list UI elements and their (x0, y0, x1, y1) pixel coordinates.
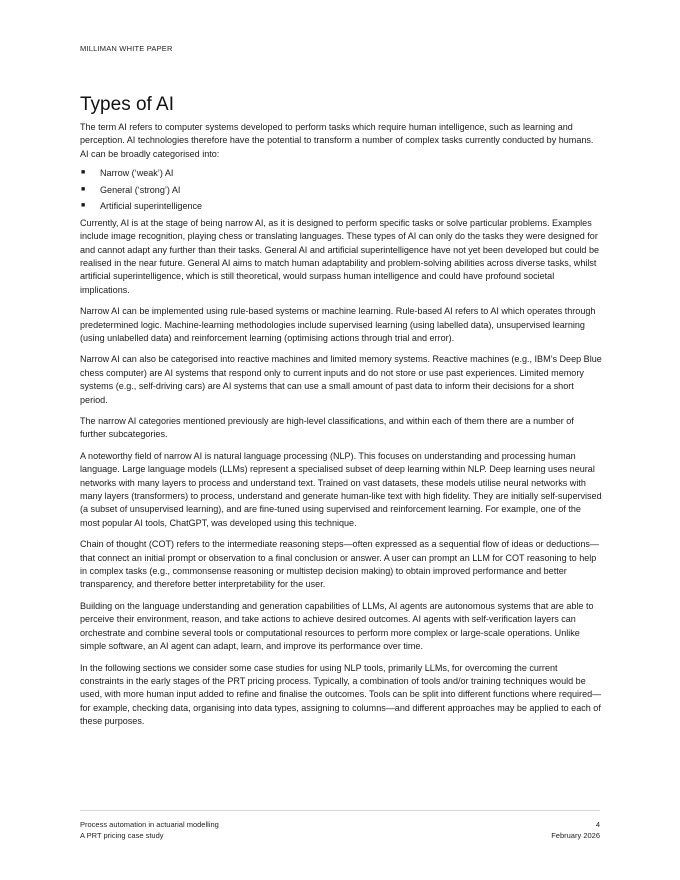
page-number: 4 (595, 820, 600, 829)
paragraph-ai-agents: Building on the language understanding and generation capabilities of LLMs, AI agents are autonomous systems that are able to perceive their environment, reason, and take actions to achieve desired outcomes. AI agents with self-verification layers can orchestrate and combine several tools or computational resources to perform more complex or large-scale operations. Unlike simple software, an AI agent can adapt, learn, and improve its performance over time. (80, 600, 594, 652)
bullet-icon: ■ (81, 185, 86, 193)
bullet-icon: ■ (81, 169, 86, 177)
running-header: MILLIMAN WHITE PAPER (80, 44, 173, 53)
paragraph-narrow-ai: Currently, AI is at the stage of being narrow AI, as it is designed to perform specific tasks or solve particular problems. Examples include image recognition, playing chess or translating languages. These types of AI can only do the tasks they were designed for and cannot adapt any further than their tasks. General AI and artificial superintelligence have not yet been developed but could be realised in the near future. General AI aims to match human adaptability and problem-solving abilities across diverse tasks, whilst artificial superintelligence, which is still theoretical, would surpass human intelligence and could have profound societal implications. (80, 217, 600, 295)
paragraph-nlp: A noteworthy field of narrow AI is natural language processing (NLP). This focuses on understanding and processing human language. Large language models (LLMs) represent a specialised subset of deep learning within NLP. Deep learning uses neural networks with many layers to process and understand text. Trained on vast datasets, these models utilise neural networks with many layers (transformers) to process, understand and generate human-like text with high fidelity. They are initially self-supervised (a subset of unsupervised learning), and are fine-tuned using supervised and reinforcement learning. For example, one of the most popular AI tools, ChatGPT, was developed using this technique. (80, 450, 602, 528)
paragraph-reactive-memory: Narrow AI can also be categorised into reactive machines and limited memory systems. Reactive machines (e.g., IBM’s Deep Blue chess computer) are AI systems that respond only to current inputs and do not store or use past experiences. Limited memory systems (e.g., self-driving cars) are AI systems that can use a small amount of past data to inform their decisions for a short period. (80, 354, 602, 405)
footer-document-subtitle: A PRT pricing case study (80, 830, 164, 840)
paragraph-chain-of-thought: Chain of thought (COT) refers to the intermediate reasoning steps—often expressed as a sequential flow of ideas or deductions—that connect an initial prompt or observation to a final conclusion or answer. A user can prompt an LLM for COT reasoning to help in complex tasks (e.g., commonsense reasoning or multistep decision making) to obtain improved performance and better transparency, and therefore better interpretability for the user. (80, 539, 599, 590)
paragraph-case-studies: In the following sections we consider some case studies for using NLP tools, primarily LLMs, for overcoming the current constraints in the early stages of the PRT pricing process. Typically, a combination of tools and/or training techniques would be used, with more human input added to refine and finalise the outcomes. Tools can be split into different functions where required—for example, checking data, organising into data types, assigning to columns—and different approaches may be applied to each of these purposes. (80, 662, 602, 727)
footer-divider (80, 810, 600, 811)
list-item-label: Artificial superintelligence (100, 201, 203, 212)
paragraph-implementation: Narrow AI can be implemented using rule-based systems or machine learning. Rule-based AI refers to AI which operates through predetermined logic. Machine-learning methodologies include supervised learning (using labelled data), unsupervised learning (using unlabelled data) and reinforcement learning (optimising actions through trial and error). (80, 306, 596, 343)
list-item (80, 165, 602, 182)
paragraph-subcategories: The narrow AI categories mentioned previously are high-level classifications, and within each of them there are a number of further subcategories. (80, 416, 574, 440)
list-item (80, 182, 602, 199)
footer-title-block (80, 820, 219, 841)
footer-document-title: Process automation in actuarial modelling (80, 820, 219, 829)
ai-categories-list (80, 165, 602, 215)
intro-paragraph: The term AI refers to computer systems developed to perform tasks which require human intelligence, such as learning and perception. AI technologies therefore have the potential to transform a number of complex tasks currently conducted by humans. AI can be broadly categorised into: (80, 122, 594, 159)
body-text (80, 121, 602, 737)
list-item-label: Narrow (‘weak’) AI (100, 168, 174, 179)
list-item-label: General (‘strong’) AI (100, 184, 181, 195)
bullet-icon: ■ (81, 202, 86, 210)
publication-date: February 2026 (551, 830, 600, 840)
footer-meta-block (551, 820, 600, 841)
list-item (80, 198, 602, 215)
section-title: Types of AI (80, 94, 174, 115)
